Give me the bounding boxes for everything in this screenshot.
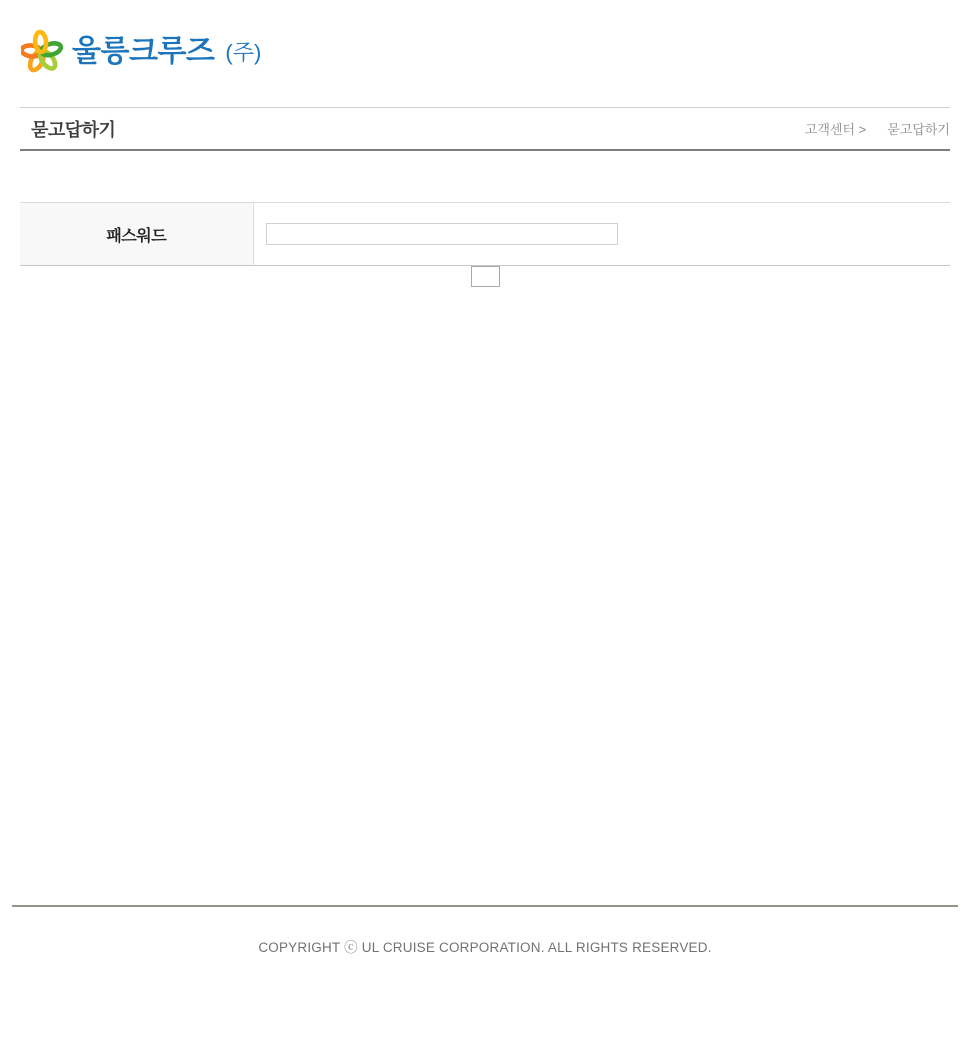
password-input[interactable] bbox=[266, 223, 618, 245]
table-row bbox=[20, 203, 950, 266]
password-label: 패스워드 bbox=[20, 203, 253, 266]
pinwheel-flower-logo-icon bbox=[21, 29, 63, 75]
breadcrumb-parent[interactable]: 고객센터 > bbox=[804, 122, 867, 137]
breadcrumb-current: 묻고답하기 bbox=[887, 122, 950, 137]
main-content bbox=[0, 202, 970, 288]
logo-company-suffix: (주) bbox=[225, 40, 262, 65]
submit-button[interactable] bbox=[471, 266, 500, 287]
copyright-text: COPYRIGHT ⓒ UL CRUISE CORPORATION. ALL RIGHTS RESERVED. bbox=[258, 940, 712, 955]
submit-row bbox=[0, 266, 970, 288]
page-title: 묻고답하기 bbox=[31, 119, 116, 140]
site-header bbox=[0, 0, 970, 107]
logo-company-name: 울릉크루즈 bbox=[72, 35, 215, 68]
breadcrumb bbox=[805, 119, 950, 138]
password-input-cell bbox=[253, 203, 950, 266]
logo[interactable] bbox=[21, 29, 261, 75]
site-footer bbox=[12, 905, 958, 956]
password-form-table bbox=[20, 202, 950, 266]
title-bar bbox=[20, 107, 950, 151]
